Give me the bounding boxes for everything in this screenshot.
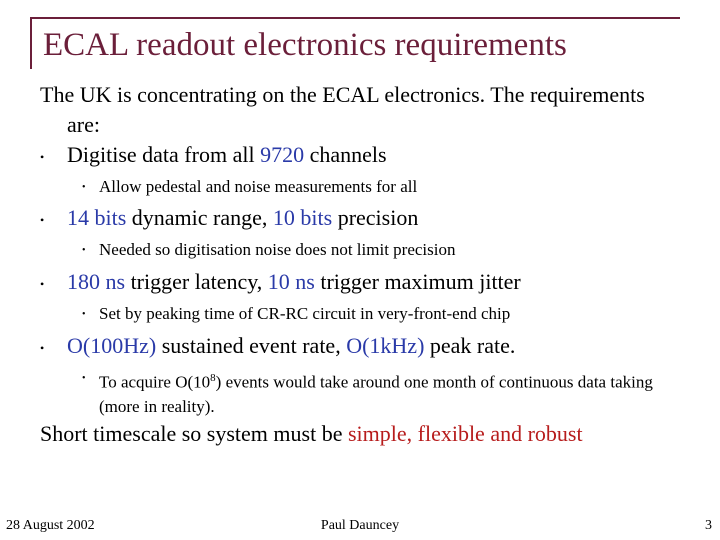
item-highlight: 14 bits xyxy=(67,205,127,230)
sub-bullet-item-1 xyxy=(82,175,682,200)
bullet-icon: • xyxy=(40,212,45,227)
intro-text: The UK is concentrating on the ECAL electronics. The requirements are: xyxy=(40,82,645,137)
item-text: Digitise data from all xyxy=(67,142,261,167)
bullet-icon: • xyxy=(82,245,86,257)
item-text: trigger maximum jitter xyxy=(314,269,521,294)
item-text: peak rate. xyxy=(424,333,516,358)
item-highlight: 180 ns xyxy=(67,269,126,294)
sub-bullet-item-3 xyxy=(82,302,682,327)
bullet-icon: • xyxy=(82,182,86,194)
sub-bullet-item-2 xyxy=(82,238,682,263)
bullet-icon: • xyxy=(40,149,45,164)
sub-item-text: Set by peaking time of CR-RC circuit in very-front-end chip xyxy=(99,304,511,323)
sub-item-text: Allow pedestal and noise measurements for all xyxy=(99,177,418,196)
item-highlight: O(100Hz) xyxy=(67,333,157,358)
item-highlight: O(1kHz) xyxy=(346,333,425,358)
sub-item-text xyxy=(99,366,669,419)
summary-text: Short timescale so system must be xyxy=(40,421,348,446)
bullet-icon: • xyxy=(82,373,86,385)
bullet-item-2 xyxy=(40,204,418,234)
sub-item-text-part: To acquire O(10 xyxy=(99,372,211,392)
footer-date: 28 August 2002 xyxy=(6,518,95,533)
bullet-icon: • xyxy=(40,276,45,291)
item-highlight: 9720 xyxy=(260,142,305,167)
slide-title: ECAL readout electronics requirements xyxy=(43,27,567,63)
sub-item-text-part: ) events would take around one month of continuous data taking (more in reality). xyxy=(99,372,653,416)
item-highlight: 10 ns xyxy=(267,269,315,294)
sub-bullet-item-4 xyxy=(82,366,682,419)
summary-line xyxy=(40,419,583,449)
bullet-item-4 xyxy=(40,332,515,362)
item-text: trigger latency, xyxy=(125,269,268,294)
summary-emphasis: simple, flexible and robust xyxy=(347,421,583,446)
bullet-item-1 xyxy=(40,141,387,171)
sub-item-text: Needed so digitisation noise does not limit precision xyxy=(99,240,456,259)
item-text: precision xyxy=(332,205,419,230)
superscript: 8 xyxy=(210,372,216,384)
footer-author: Paul Dauncey xyxy=(320,518,400,533)
item-text: dynamic range, xyxy=(126,205,273,230)
bullet-item-3 xyxy=(40,268,521,298)
item-highlight: 10 bits xyxy=(272,205,333,230)
footer-page-number: 3 xyxy=(705,518,712,533)
item-text: channels xyxy=(304,142,387,167)
bullet-icon: • xyxy=(82,309,86,321)
bullet-icon: • xyxy=(40,340,45,355)
item-text: sustained event rate, xyxy=(156,333,347,358)
